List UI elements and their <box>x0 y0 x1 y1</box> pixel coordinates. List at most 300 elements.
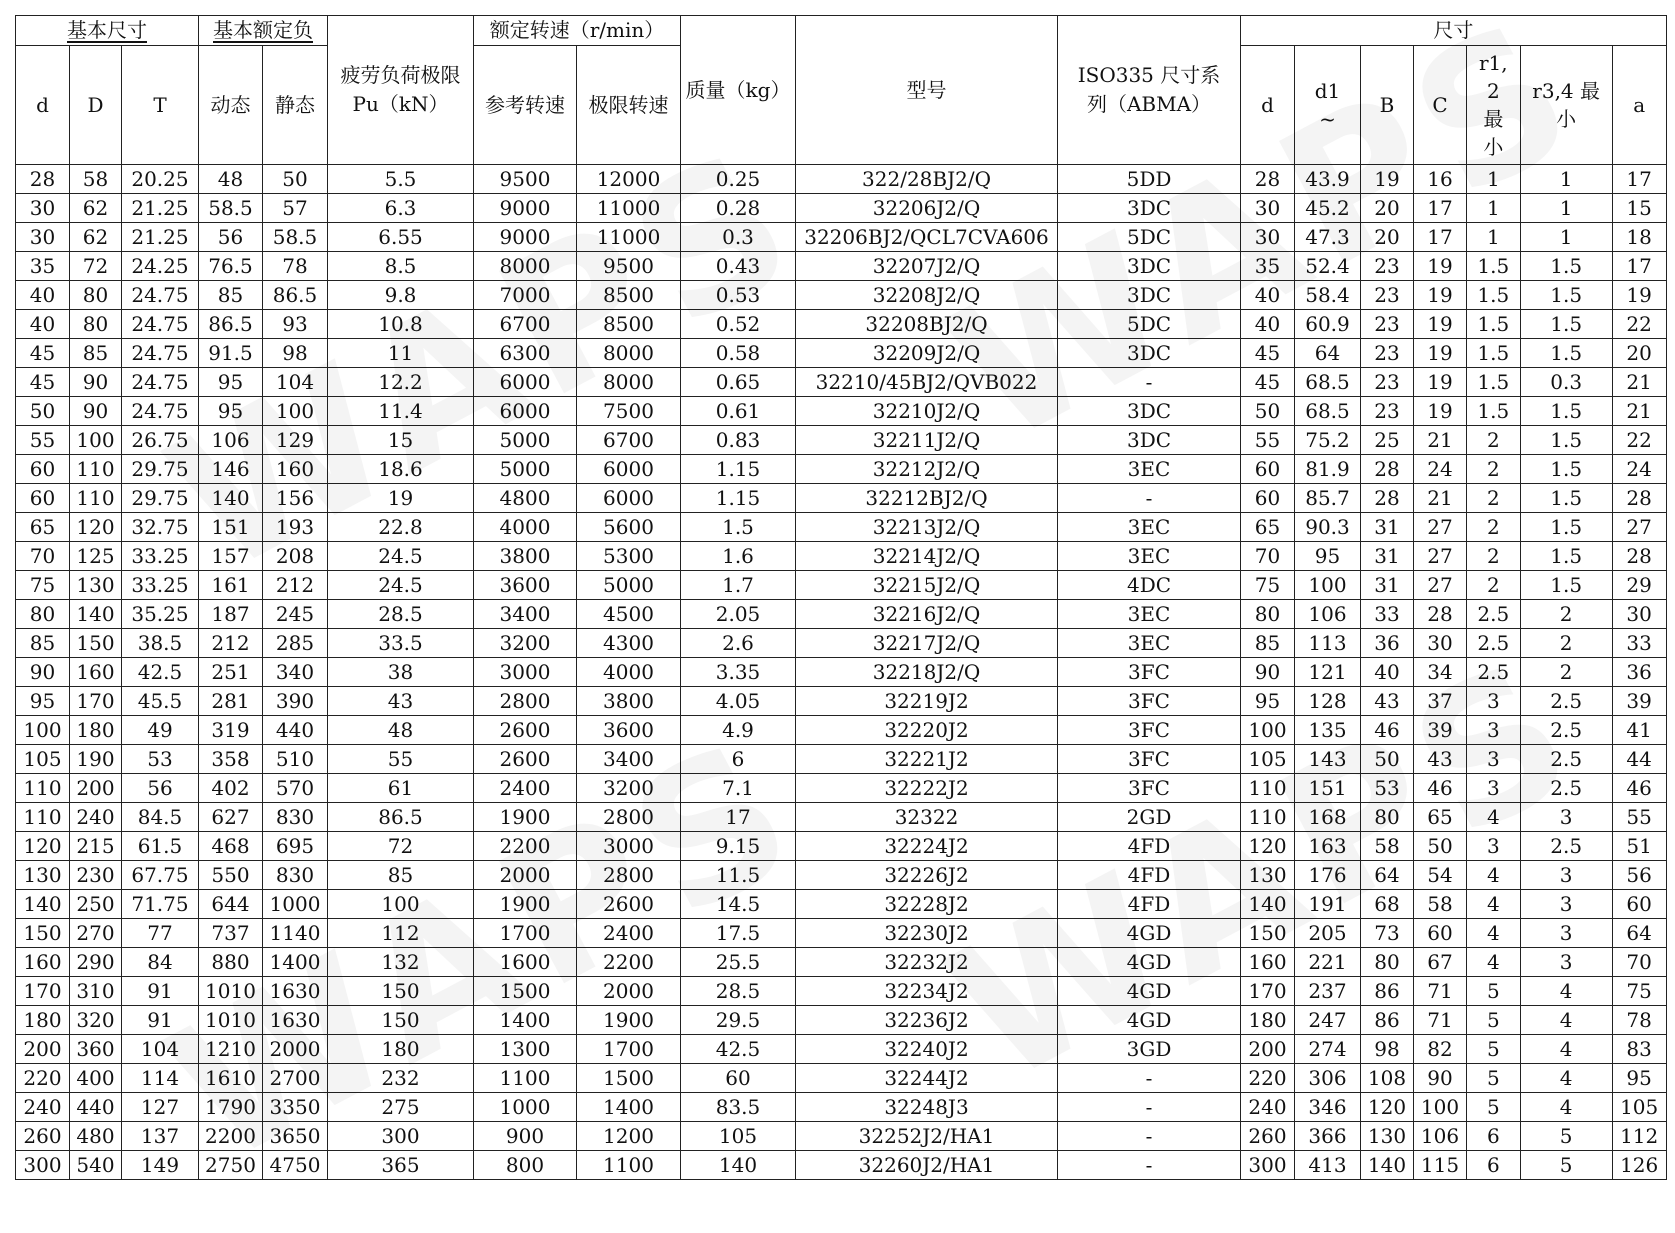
cell-T: 49 <box>122 716 199 745</box>
cell-model: 32221J2 <box>796 745 1058 774</box>
cell-ref-speed: 800 <box>474 1151 577 1180</box>
cell-model: 32260J2/HA1 <box>796 1151 1058 1180</box>
cell-limit-speed: 1500 <box>577 1064 681 1093</box>
cell-dynamic: 402 <box>199 774 263 803</box>
cell-T: 29.75 <box>122 455 199 484</box>
cell-d1: 68.5 <box>1295 397 1361 426</box>
cell-ref-speed: 3400 <box>474 600 577 629</box>
cell-ref-speed: 1700 <box>474 919 577 948</box>
cell-a: 70 <box>1612 948 1666 977</box>
cell-mass: 83.5 <box>681 1093 796 1122</box>
table-row <box>16 571 1667 600</box>
cell-d: 60 <box>16 455 70 484</box>
cell-dim-d: 100 <box>1241 716 1295 745</box>
table-row <box>16 542 1667 571</box>
cell-r12: 6 <box>1467 1122 1521 1151</box>
cell-mass: 140 <box>681 1151 796 1180</box>
cell-C: 19 <box>1414 252 1467 281</box>
cell-d: 55 <box>16 426 70 455</box>
cell-D: 230 <box>70 861 122 890</box>
cell-d: 200 <box>16 1035 70 1064</box>
cell-C: 16 <box>1414 165 1467 194</box>
cell-iso: - <box>1058 1151 1241 1180</box>
cell-a: 41 <box>1612 716 1666 745</box>
cell-fatigue: 11 <box>328 339 474 368</box>
cell-iso: 3FC <box>1058 658 1241 687</box>
cell-r12: 1.5 <box>1467 397 1521 426</box>
cell-T: 24.75 <box>122 281 199 310</box>
cell-limit-speed: 2000 <box>577 977 681 1006</box>
cell-d1: 75.2 <box>1295 426 1361 455</box>
cell-C: 65 <box>1414 803 1467 832</box>
cell-mass: 11.5 <box>681 861 796 890</box>
cell-mass: 2.05 <box>681 600 796 629</box>
cell-iso: 4FD <box>1058 890 1241 919</box>
cell-r34: 1 <box>1520 165 1612 194</box>
cell-C: 19 <box>1414 339 1467 368</box>
cell-d: 80 <box>16 600 70 629</box>
cell-r34: 0.3 <box>1520 368 1612 397</box>
cell-C: 37 <box>1414 687 1467 716</box>
cell-model: 32208J2/Q <box>796 281 1058 310</box>
cell-d: 105 <box>16 745 70 774</box>
cell-iso: 3DC <box>1058 281 1241 310</box>
cell-limit-speed: 4500 <box>577 600 681 629</box>
cell-iso: 3FC <box>1058 745 1241 774</box>
table-row <box>16 1122 1667 1151</box>
cell-model: 32234J2 <box>796 977 1058 1006</box>
cell-C: 60 <box>1414 919 1467 948</box>
cell-iso: 3DC <box>1058 426 1241 455</box>
cell-a: 18 <box>1612 223 1666 252</box>
cell-dim-d: 90 <box>1241 658 1295 687</box>
cell-limit-speed: 11000 <box>577 194 681 223</box>
cell-model: 32209J2/Q <box>796 339 1058 368</box>
cell-ref-speed: 1300 <box>474 1035 577 1064</box>
cell-r12: 3 <box>1467 687 1521 716</box>
cell-dynamic: 187 <box>199 600 263 629</box>
cell-model: 32228J2 <box>796 890 1058 919</box>
cell-a: 46 <box>1612 774 1666 803</box>
cell-ref-speed: 2600 <box>474 745 577 774</box>
cell-D: 250 <box>70 890 122 919</box>
cell-mass: 3.35 <box>681 658 796 687</box>
cell-B: 46 <box>1361 716 1414 745</box>
header-iso-series: ISO335 尺寸系列（ABMA） <box>1058 16 1241 165</box>
cell-T: 29.75 <box>122 484 199 513</box>
cell-mass: 1.7 <box>681 571 796 600</box>
cell-d: 50 <box>16 397 70 426</box>
cell-D: 190 <box>70 745 122 774</box>
cell-iso: 2GD <box>1058 803 1241 832</box>
cell-r12: 1.5 <box>1467 252 1521 281</box>
cell-a: 126 <box>1612 1151 1666 1180</box>
cell-a: 51 <box>1612 832 1666 861</box>
cell-d1: 90.3 <box>1295 513 1361 542</box>
cell-r12: 1 <box>1467 194 1521 223</box>
cell-d1: 121 <box>1295 658 1361 687</box>
cell-mass: 105 <box>681 1122 796 1151</box>
cell-fatigue: 48 <box>328 716 474 745</box>
cell-d1: 47.3 <box>1295 223 1361 252</box>
cell-limit-speed: 2800 <box>577 861 681 890</box>
cell-mass: 6 <box>681 745 796 774</box>
cell-fatigue: 22.8 <box>328 513 474 542</box>
cell-fatigue: 365 <box>328 1151 474 1180</box>
cell-T: 38.5 <box>122 629 199 658</box>
cell-B: 108 <box>1361 1064 1414 1093</box>
cell-mass: 60 <box>681 1064 796 1093</box>
cell-model: 32230J2 <box>796 919 1058 948</box>
cell-static: 78 <box>263 252 328 281</box>
cell-B: 33 <box>1361 600 1414 629</box>
cell-T: 127 <box>122 1093 199 1122</box>
cell-r34: 4 <box>1520 1064 1612 1093</box>
cell-r34: 4 <box>1520 1093 1612 1122</box>
cell-fatigue: 86.5 <box>328 803 474 832</box>
cell-r34: 1.5 <box>1520 252 1612 281</box>
cell-r12: 2 <box>1467 542 1521 571</box>
cell-ref-speed: 1000 <box>474 1093 577 1122</box>
cell-iso: 5DC <box>1058 310 1241 339</box>
cell-dynamic: 140 <box>199 484 263 513</box>
cell-dim-d: 40 <box>1241 310 1295 339</box>
cell-d1: 95 <box>1295 542 1361 571</box>
cell-d: 140 <box>16 890 70 919</box>
cell-ref-speed: 1600 <box>474 948 577 977</box>
cell-d1: 64 <box>1295 339 1361 368</box>
header-ref-speed: 参考转速 <box>474 46 577 165</box>
cell-limit-speed: 8000 <box>577 368 681 397</box>
cell-iso: - <box>1058 1093 1241 1122</box>
cell-r34: 1.5 <box>1520 339 1612 368</box>
header-dimensions: 尺寸 <box>1241 16 1667 46</box>
cell-fatigue: 6.55 <box>328 223 474 252</box>
cell-C: 106 <box>1414 1122 1467 1151</box>
cell-r12: 1 <box>1467 223 1521 252</box>
cell-static: 340 <box>263 658 328 687</box>
cell-D: 90 <box>70 368 122 397</box>
cell-ref-speed: 2800 <box>474 687 577 716</box>
cell-d: 60 <box>16 484 70 513</box>
cell-iso: 3EC <box>1058 600 1241 629</box>
cell-T: 149 <box>122 1151 199 1180</box>
cell-iso: 5DC <box>1058 223 1241 252</box>
cell-C: 24 <box>1414 455 1467 484</box>
cell-fatigue: 232 <box>328 1064 474 1093</box>
cell-static: 510 <box>263 745 328 774</box>
cell-r12: 1.5 <box>1467 310 1521 339</box>
cell-a: 56 <box>1612 861 1666 890</box>
cell-fatigue: 15 <box>328 426 474 455</box>
cell-r12: 5 <box>1467 1093 1521 1122</box>
cell-a: 21 <box>1612 397 1666 426</box>
cell-d1: 413 <box>1295 1151 1361 1180</box>
cell-dynamic: 468 <box>199 832 263 861</box>
cell-mass: 28.5 <box>681 977 796 1006</box>
cell-T: 24.75 <box>122 397 199 426</box>
header-r12-min: r1, 2 最小 <box>1467 46 1521 165</box>
cell-r12: 4 <box>1467 948 1521 977</box>
cell-D: 290 <box>70 948 122 977</box>
cell-T: 114 <box>122 1064 199 1093</box>
cell-ref-speed: 1400 <box>474 1006 577 1035</box>
cell-B: 31 <box>1361 542 1414 571</box>
cell-C: 19 <box>1414 397 1467 426</box>
cell-T: 26.75 <box>122 426 199 455</box>
cell-C: 39 <box>1414 716 1467 745</box>
cell-D: 440 <box>70 1093 122 1122</box>
cell-C: 19 <box>1414 368 1467 397</box>
cell-iso: 4FD <box>1058 832 1241 861</box>
table-row <box>16 194 1667 223</box>
cell-dim-d: 95 <box>1241 687 1295 716</box>
cell-r34: 1.5 <box>1520 542 1612 571</box>
cell-static: 50 <box>263 165 328 194</box>
cell-d: 220 <box>16 1064 70 1093</box>
cell-dim-d: 300 <box>1241 1151 1295 1180</box>
cell-ref-speed: 4000 <box>474 513 577 542</box>
cell-mass: 0.28 <box>681 194 796 223</box>
table-row <box>16 223 1667 252</box>
header-basic-load <box>199 16 328 46</box>
cell-fatigue: 55 <box>328 745 474 774</box>
cell-a: 22 <box>1612 426 1666 455</box>
cell-iso: 3FC <box>1058 774 1241 803</box>
cell-r12: 1.5 <box>1467 281 1521 310</box>
cell-dynamic: 880 <box>199 948 263 977</box>
cell-C: 90 <box>1414 1064 1467 1093</box>
cell-d: 85 <box>16 629 70 658</box>
cell-B: 19 <box>1361 165 1414 194</box>
cell-B: 53 <box>1361 774 1414 803</box>
cell-T: 45.5 <box>122 687 199 716</box>
cell-limit-speed: 2400 <box>577 919 681 948</box>
cell-dynamic: 86.5 <box>199 310 263 339</box>
cell-dynamic: 319 <box>199 716 263 745</box>
cell-dim-d: 130 <box>1241 861 1295 890</box>
cell-d1: 176 <box>1295 861 1361 890</box>
cell-limit-speed: 1700 <box>577 1035 681 1064</box>
cell-static: 57 <box>263 194 328 223</box>
cell-limit-speed: 1900 <box>577 1006 681 1035</box>
cell-C: 27 <box>1414 571 1467 600</box>
cell-C: 19 <box>1414 281 1467 310</box>
cell-dim-d: 160 <box>1241 948 1295 977</box>
cell-ref-speed: 3600 <box>474 571 577 600</box>
cell-static: 208 <box>263 542 328 571</box>
cell-model: 32252J2/HA1 <box>796 1122 1058 1151</box>
cell-B: 23 <box>1361 310 1414 339</box>
cell-C: 27 <box>1414 542 1467 571</box>
cell-T: 84 <box>122 948 199 977</box>
cell-fatigue: 43 <box>328 687 474 716</box>
cell-B: 130 <box>1361 1122 1414 1151</box>
cell-model: 32240J2 <box>796 1035 1058 1064</box>
cell-fatigue: 150 <box>328 1006 474 1035</box>
cell-fatigue: 8.5 <box>328 252 474 281</box>
cell-d1: 81.9 <box>1295 455 1361 484</box>
cell-r12: 2 <box>1467 484 1521 513</box>
cell-fatigue: 18.6 <box>328 455 474 484</box>
cell-T: 21.25 <box>122 223 199 252</box>
cell-D: 400 <box>70 1064 122 1093</box>
cell-d: 150 <box>16 919 70 948</box>
cell-mass: 0.83 <box>681 426 796 455</box>
cell-d1: 52.4 <box>1295 252 1361 281</box>
cell-a: 95 <box>1612 1064 1666 1093</box>
cell-dynamic: 644 <box>199 890 263 919</box>
cell-T: 21.25 <box>122 194 199 223</box>
cell-B: 120 <box>1361 1093 1414 1122</box>
cell-a: 27 <box>1612 513 1666 542</box>
cell-mass: 4.05 <box>681 687 796 716</box>
cell-T: 24.75 <box>122 368 199 397</box>
cell-static: 2700 <box>263 1064 328 1093</box>
cell-dynamic: 76.5 <box>199 252 263 281</box>
cell-mass: 25.5 <box>681 948 796 977</box>
cell-r34: 2.5 <box>1520 774 1612 803</box>
cell-d1: 221 <box>1295 948 1361 977</box>
header-B: B <box>1361 46 1414 165</box>
cell-a: 33 <box>1612 629 1666 658</box>
cell-D: 540 <box>70 1151 122 1180</box>
cell-d1: 85.7 <box>1295 484 1361 513</box>
header-basic-load-label: 基本额定负 <box>213 18 313 42</box>
cell-static: 98 <box>263 339 328 368</box>
cell-r34: 2.5 <box>1520 832 1612 861</box>
cell-ref-speed: 2400 <box>474 774 577 803</box>
cell-B: 23 <box>1361 281 1414 310</box>
cell-fatigue: 24.5 <box>328 542 474 571</box>
cell-r34: 1.5 <box>1520 310 1612 339</box>
cell-D: 140 <box>70 600 122 629</box>
cell-dim-d: 45 <box>1241 368 1295 397</box>
cell-ref-speed: 7000 <box>474 281 577 310</box>
cell-a: 29 <box>1612 571 1666 600</box>
cell-a: 64 <box>1612 919 1666 948</box>
table-row <box>16 484 1667 513</box>
cell-r34: 1 <box>1520 223 1612 252</box>
cell-static: 1000 <box>263 890 328 919</box>
cell-fatigue: 11.4 <box>328 397 474 426</box>
cell-C: 71 <box>1414 977 1467 1006</box>
cell-r34: 3 <box>1520 890 1612 919</box>
cell-r34: 1 <box>1520 194 1612 223</box>
cell-D: 72 <box>70 252 122 281</box>
cell-ref-speed: 2000 <box>474 861 577 890</box>
cell-r12: 1.5 <box>1467 339 1521 368</box>
table-body <box>16 165 1667 1180</box>
cell-mass: 1.15 <box>681 455 796 484</box>
cell-dim-d: 240 <box>1241 1093 1295 1122</box>
cell-a: 39 <box>1612 687 1666 716</box>
cell-D: 62 <box>70 223 122 252</box>
cell-dim-d: 200 <box>1241 1035 1295 1064</box>
cell-ref-speed: 3000 <box>474 658 577 687</box>
cell-d: 40 <box>16 310 70 339</box>
cell-d: 160 <box>16 948 70 977</box>
cell-r12: 3 <box>1467 832 1521 861</box>
cell-model: 32216J2/Q <box>796 600 1058 629</box>
cell-iso: 5DD <box>1058 165 1241 194</box>
cell-iso: - <box>1058 484 1241 513</box>
cell-static: 4750 <box>263 1151 328 1180</box>
table-row <box>16 165 1667 194</box>
cell-r34: 1.5 <box>1520 281 1612 310</box>
cell-C: 58 <box>1414 890 1467 919</box>
cell-C: 19 <box>1414 310 1467 339</box>
cell-static: 93 <box>263 310 328 339</box>
cell-static: 285 <box>263 629 328 658</box>
cell-D: 150 <box>70 629 122 658</box>
cell-mass: 1.5 <box>681 513 796 542</box>
cell-r34: 3 <box>1520 919 1612 948</box>
cell-C: 67 <box>1414 948 1467 977</box>
cell-ref-speed: 3800 <box>474 542 577 571</box>
table-row <box>16 1093 1667 1122</box>
table-row <box>16 339 1667 368</box>
cell-fatigue: 5.5 <box>328 165 474 194</box>
cell-dynamic: 85 <box>199 281 263 310</box>
cell-mass: 0.3 <box>681 223 796 252</box>
cell-limit-speed: 3000 <box>577 832 681 861</box>
cell-iso: 4GD <box>1058 948 1241 977</box>
cell-C: 27 <box>1414 513 1467 542</box>
cell-static: 1630 <box>263 1006 328 1035</box>
cell-dynamic: 550 <box>199 861 263 890</box>
cell-iso: 3DC <box>1058 194 1241 223</box>
cell-d1: 205 <box>1295 919 1361 948</box>
cell-d1: 346 <box>1295 1093 1361 1122</box>
cell-iso: 3EC <box>1058 542 1241 571</box>
cell-dim-d: 65 <box>1241 513 1295 542</box>
cell-model: 32210/45BJ2/QVB022 <box>796 368 1058 397</box>
cell-mass: 0.58 <box>681 339 796 368</box>
cell-r34: 3 <box>1520 803 1612 832</box>
cell-static: 86.5 <box>263 281 328 310</box>
cell-iso: - <box>1058 1122 1241 1151</box>
cell-B: 80 <box>1361 803 1414 832</box>
cell-a: 78 <box>1612 1006 1666 1035</box>
cell-limit-speed: 1400 <box>577 1093 681 1122</box>
cell-dynamic: 48 <box>199 165 263 194</box>
cell-model: 32211J2/Q <box>796 426 1058 455</box>
cell-r34: 2 <box>1520 629 1612 658</box>
cell-static: 58.5 <box>263 223 328 252</box>
cell-model: 32212J2/Q <box>796 455 1058 484</box>
header-d1: d1 ~ <box>1295 46 1361 165</box>
cell-d: 110 <box>16 803 70 832</box>
cell-T: 33.25 <box>122 571 199 600</box>
cell-dynamic: 58.5 <box>199 194 263 223</box>
cell-model: 32215J2/Q <box>796 571 1058 600</box>
cell-model: 32208BJ2/Q <box>796 310 1058 339</box>
cell-a: 55 <box>1612 803 1666 832</box>
cell-static: 3650 <box>263 1122 328 1151</box>
cell-d: 180 <box>16 1006 70 1035</box>
cell-limit-speed: 5000 <box>577 571 681 600</box>
cell-dynamic: 1610 <box>199 1064 263 1093</box>
cell-d1: 100 <box>1295 571 1361 600</box>
cell-ref-speed: 5000 <box>474 455 577 484</box>
cell-fatigue: 112 <box>328 919 474 948</box>
cell-C: 21 <box>1414 426 1467 455</box>
cell-dynamic: 1010 <box>199 977 263 1006</box>
table-row <box>16 281 1667 310</box>
cell-d: 240 <box>16 1093 70 1122</box>
cell-B: 140 <box>1361 1151 1414 1180</box>
